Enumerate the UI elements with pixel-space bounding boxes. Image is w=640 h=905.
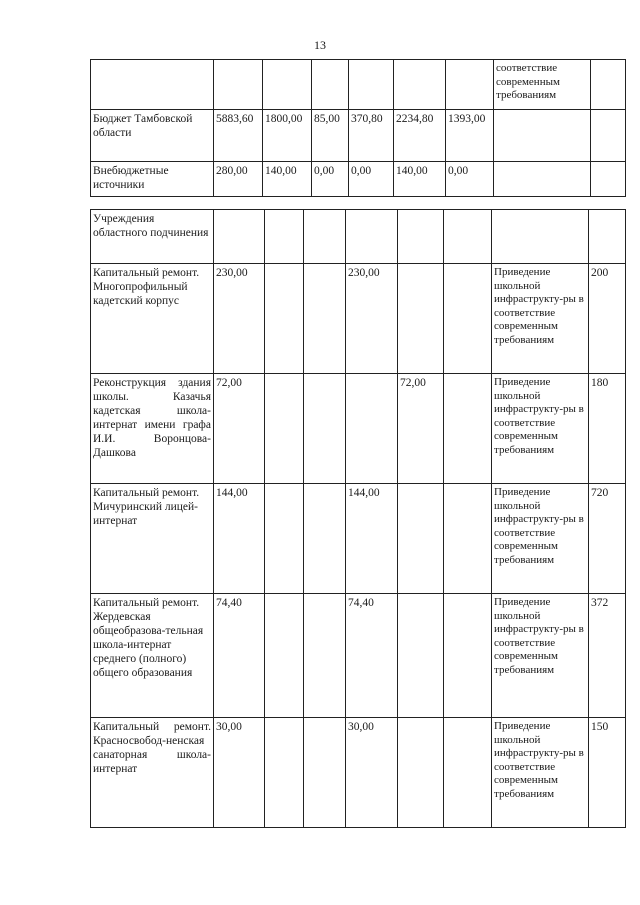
value-cell (214, 60, 263, 110)
value-cell (346, 374, 398, 484)
value-cell: 72,00 (398, 374, 444, 484)
value-cell (304, 374, 346, 484)
value-cell: 30,00 (214, 718, 265, 828)
last-cell (591, 110, 626, 162)
table-row (91, 210, 626, 264)
value-cell (265, 718, 304, 828)
value-cell (265, 210, 304, 264)
row-name: Капитальный ремонт. Мичуринский лицей-интернат (91, 484, 214, 594)
value-cell: 2234,80 (394, 110, 446, 162)
value-cell: 72,00 (214, 374, 265, 484)
value-cell (265, 374, 304, 484)
value-cell: 144,00 (214, 484, 265, 594)
value-cell: 370,80 (349, 110, 394, 162)
institutions-table (90, 209, 626, 828)
result-cell: Приведение школьной инфраструкту-ры в соответствие современным требованиям (492, 264, 589, 374)
value-cell (265, 264, 304, 374)
value-cell: 1800,00 (263, 110, 312, 162)
value-cell: 140,00 (394, 162, 446, 197)
result-cell (494, 162, 591, 197)
value-cell (312, 60, 349, 110)
value-cell (398, 264, 444, 374)
table-row (91, 594, 626, 718)
last-cell: 200 (589, 264, 626, 374)
value-cell (446, 60, 494, 110)
row-name: Бюджет Тамбовской области (91, 110, 214, 162)
table-row (91, 718, 626, 828)
table-row (91, 484, 626, 594)
value-cell: 0,00 (312, 162, 349, 197)
value-cell (398, 718, 444, 828)
result-cell (494, 110, 591, 162)
value-cell (444, 484, 492, 594)
value-cell (444, 718, 492, 828)
last-cell (591, 162, 626, 197)
value-cell (304, 484, 346, 594)
value-cell: 280,00 (214, 162, 263, 197)
value-cell (349, 60, 394, 110)
value-cell (444, 264, 492, 374)
table-row (91, 60, 626, 110)
row-name: Внебюджетные источники (91, 162, 214, 197)
value-cell: 1393,00 (446, 110, 494, 162)
budget-table (90, 59, 626, 197)
value-cell: 30,00 (346, 718, 398, 828)
row-name: Реконструкция здания школы. Казачья кадетская школа-интернат имени графа И.И. Воронцова-Дашкова (91, 374, 214, 484)
value-cell (304, 594, 346, 718)
value-cell: 230,00 (346, 264, 398, 374)
table-row (91, 264, 626, 374)
last-cell: 150 (589, 718, 626, 828)
value-cell (398, 594, 444, 718)
value-cell (444, 374, 492, 484)
value-cell: 74,40 (346, 594, 398, 718)
last-cell: 180 (589, 374, 626, 484)
table-row (91, 110, 626, 162)
table-row (91, 374, 626, 484)
value-cell: 85,00 (312, 110, 349, 162)
value-cell (265, 594, 304, 718)
value-cell: 230,00 (214, 264, 265, 374)
row-name: Учреждения областного подчинения (91, 210, 214, 264)
row-name: Капитальный ремонт. Красносвобод-ненская санаторная школа-интернат (91, 718, 214, 828)
value-cell: 144,00 (346, 484, 398, 594)
value-cell (398, 484, 444, 594)
table-row (91, 162, 626, 197)
value-cell: 0,00 (446, 162, 494, 197)
value-cell (265, 484, 304, 594)
value-cell (398, 210, 444, 264)
value-cell (304, 718, 346, 828)
row-name: Капитальный ремонт. Жердевская общеобразова-тельная школа-интернат среднего (полного) общего образования (91, 594, 214, 718)
value-cell (263, 60, 312, 110)
value-cell: 140,00 (263, 162, 312, 197)
result-cell (492, 210, 589, 264)
row-name: Капитальный ремонт. Многопрофильный кадетский корпус (91, 264, 214, 374)
last-cell: 720 (589, 484, 626, 594)
page-number: 13 (314, 38, 326, 52)
last-cell (589, 210, 626, 264)
result-cell: Приведение школьной инфраструкту-ры в соответствие современным требованиям (492, 374, 589, 484)
result-cell: Приведение школьной инфраструкту-ры в соответствие современным требованиям (492, 484, 589, 594)
value-cell (304, 210, 346, 264)
result-cell: Приведение школьной инфраструкту-ры в соответствие современным требованиям (492, 594, 589, 718)
value-cell: 74,40 (214, 594, 265, 718)
value-cell (304, 264, 346, 374)
value-cell: 0,00 (349, 162, 394, 197)
value-cell: 5883,60 (214, 110, 263, 162)
value-cell (444, 594, 492, 718)
value-cell (394, 60, 446, 110)
value-cell (444, 210, 492, 264)
last-cell (591, 60, 626, 110)
value-cell (346, 210, 398, 264)
value-cell (214, 210, 265, 264)
last-cell: 372 (589, 594, 626, 718)
result-cell: Приведение школьной инфраструкту-ры в соответствие современным требованиям (492, 718, 589, 828)
result-cell: соответствие современным требованиям (494, 60, 591, 110)
row-name (91, 60, 214, 110)
